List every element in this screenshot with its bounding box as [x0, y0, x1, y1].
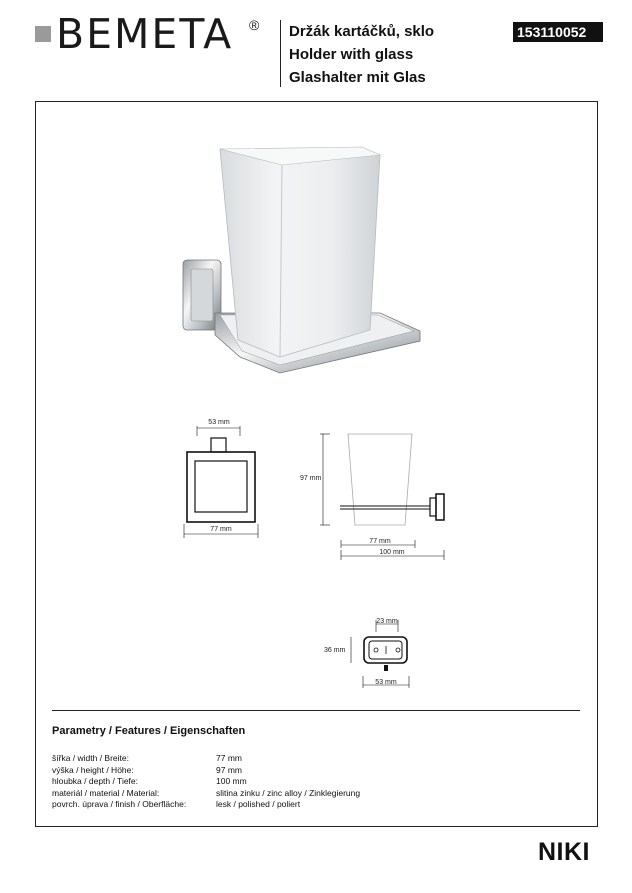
features-rule [52, 710, 580, 711]
side-height: 97 mm [300, 475, 322, 482]
front-top-width: 53 mm [208, 419, 230, 426]
spec-label: hloubka / depth / Tiefe: [52, 776, 139, 786]
spec-row [52, 765, 360, 777]
spec-label: šířka / width / Breite: [52, 753, 129, 763]
spec-table [52, 753, 360, 811]
spec-label: výška / height / Höhe: [52, 764, 134, 775]
spec-row [52, 753, 360, 765]
mount-hole-spacing: 23 mm [376, 618, 398, 625]
product-code-badge: 153110052 [513, 22, 603, 42]
mount-view [351, 620, 409, 688]
spec-label: povrch. úprava / finish / Oberfläche: [52, 799, 187, 809]
mount-pin [384, 665, 388, 671]
features-title: Parametry / Features / Eigenschaften [52, 725, 246, 737]
front-width: 77 mm [210, 526, 232, 533]
spec-label: materiál / material / Material: [52, 787, 160, 798]
spec-row [52, 788, 360, 800]
product-name: NIKI [538, 838, 590, 866]
front-view [184, 426, 258, 538]
brand-logo: BEMETA [56, 10, 234, 58]
spec-value: lesk / polished / poliert [216, 799, 301, 809]
title-german: Glashalter mit Glas [289, 69, 426, 86]
mount-height: 36 mm [324, 647, 346, 654]
side-depth: 100 mm [379, 549, 405, 556]
registered-mark: ® [249, 17, 260, 33]
side-inner-width: 77 mm [369, 538, 391, 545]
title-english: Holder with glass [289, 46, 414, 63]
spec-row [52, 776, 360, 788]
spec-value: 77 mm [216, 753, 242, 763]
spec-value: 97 mm [216, 764, 242, 775]
spec-value: 100 mm [216, 776, 247, 786]
title-czech: Držák kartáčků, sklo [289, 23, 435, 40]
mount-width: 53 mm [375, 679, 397, 686]
spec-value: slitina zinku / zinc alloy / Zinklegierung [216, 787, 361, 798]
spec-row [52, 799, 360, 811]
